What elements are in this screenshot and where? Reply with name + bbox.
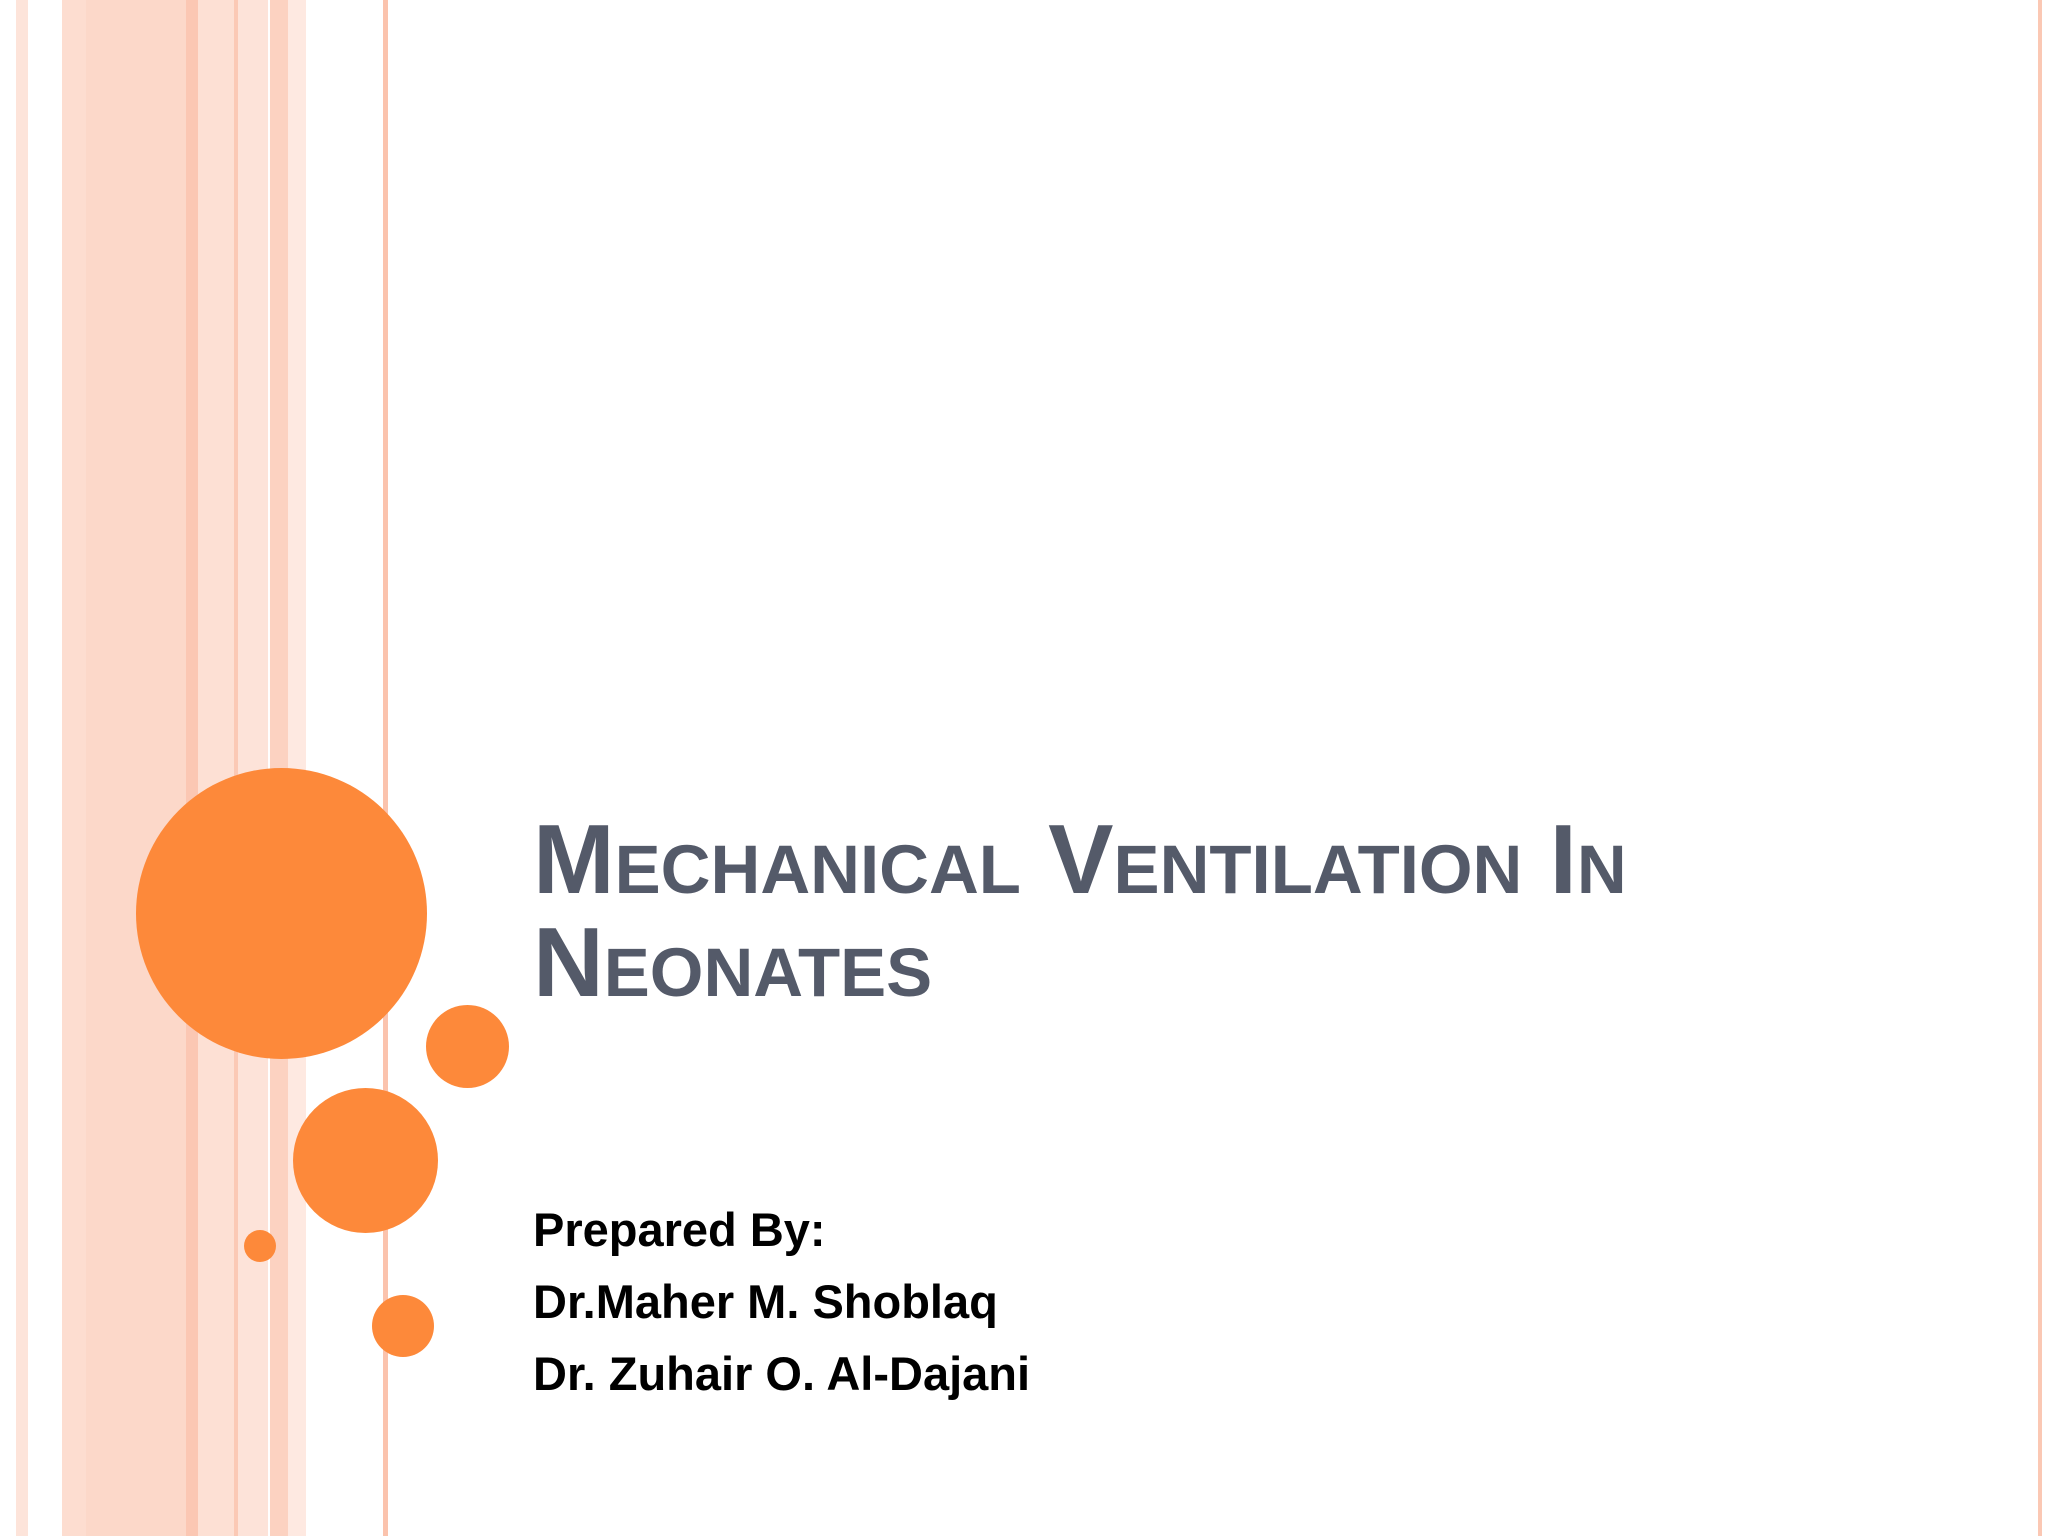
decorative-circle — [372, 1295, 434, 1357]
decorative-stripe — [86, 0, 186, 1536]
slide-title-line: Neonates — [533, 907, 933, 1017]
decorative-stripe — [198, 0, 234, 1536]
slide-title-line: Mechanical Ventilation In — [533, 804, 1627, 914]
author-name: Dr. Zuhair O. Al-Dajani — [533, 1347, 1031, 1400]
decorative-circle — [136, 768, 427, 1059]
slide-subtitle — [533, 1194, 1733, 1410]
author-name: Dr.Maher M. Shoblaq — [533, 1275, 998, 1328]
decorative-stripe — [62, 0, 86, 1536]
prepared-by-label: Prepared By: — [533, 1203, 826, 1256]
decorative-circle — [293, 1088, 438, 1233]
decorative-circle — [426, 1005, 509, 1088]
slide-title — [533, 804, 1953, 1017]
decorative-border — [2038, 0, 2042, 1536]
decorative-stripe — [16, 0, 28, 1536]
decorative-stripe — [186, 0, 198, 1536]
decorative-circle — [244, 1230, 276, 1262]
